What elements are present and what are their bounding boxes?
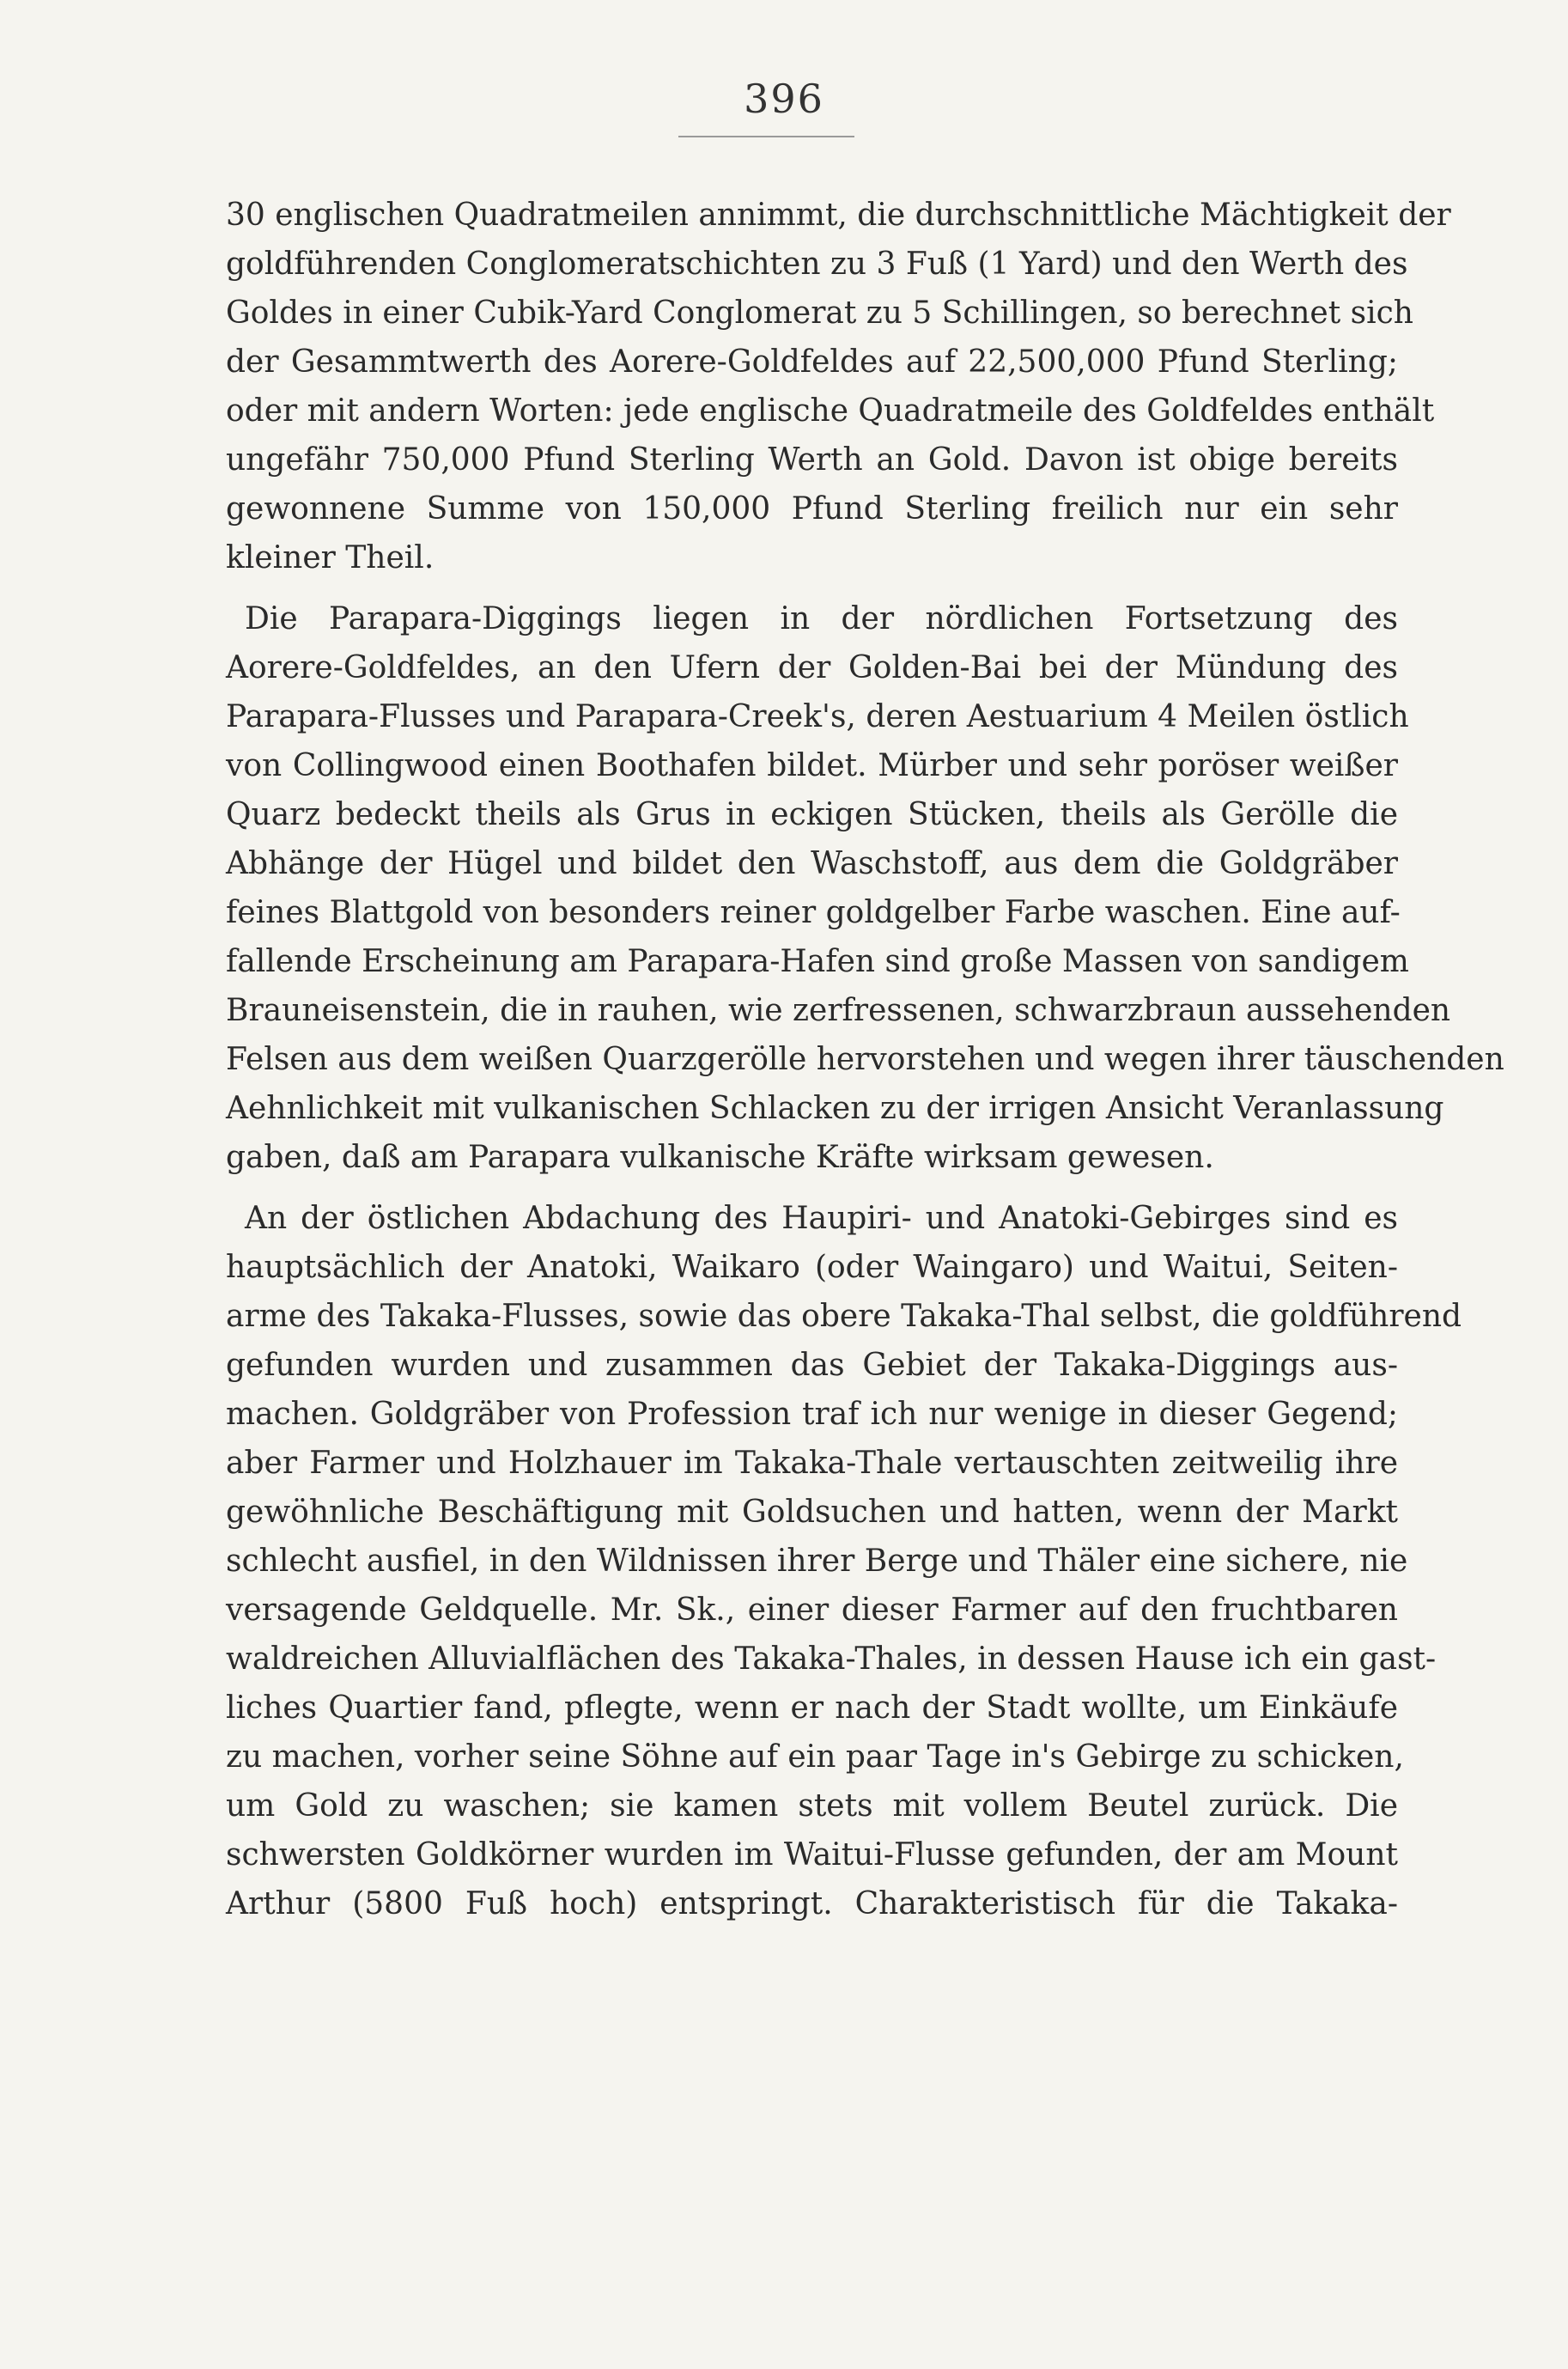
text-line: 30 englischen Quadratmeilen annimmt, die durchschnittliche Mächtigkeit der bbox=[226, 198, 1451, 233]
page-number: 396 bbox=[744, 76, 824, 122]
text-line: von Collingwood einen Boothafen bildet. Mürber und sehr poröser weißer bbox=[226, 748, 1398, 783]
text-line: versagende Geldquelle. Mr. Sk., einer dieser Farmer auf den fruchtbaren bbox=[226, 1593, 1398, 1628]
text-line: goldführenden Conglomeratschichten zu 3 Fuß (1 Yard) und den Werth des bbox=[226, 247, 1408, 282]
text-line: Quarz bedeckt theils als Grus in eckigen Stücken, theils als Gerölle die bbox=[226, 797, 1398, 832]
text-line: Aehnlichkeit mit vulkanischen Schlacken zu der irrigen Ansicht Veranlassung bbox=[226, 1091, 1444, 1126]
text-line: gaben, daß am Parapara vulkanische Kräfte wirksam gewesen. bbox=[226, 1140, 1214, 1175]
text-line: Brauneisenstein, die in rauhen, wie zerfressenen, schwarzbraun aussehenden bbox=[226, 993, 1451, 1028]
text-line: An der östlichen Abdachung des Haupiri- und Anatoki-Gebirges sind es bbox=[245, 1201, 1398, 1236]
text-line: arme des Takaka-Flusses, sowie das obere Takaka-Thal selbst, die goldführend bbox=[226, 1299, 1462, 1334]
text-line: Aorere-Goldfeldes, an den Ufern der Golden-Bai bei der Mündung des bbox=[226, 650, 1398, 685]
text-line: Abhänge der Hügel und bildet den Waschstoff, aus dem die Goldgräber bbox=[226, 846, 1398, 881]
text-line: oder mit andern Worten: jede englische Quadratmeile des Goldfeldes enthält bbox=[226, 393, 1435, 429]
text-line: Die Parapara-Diggings liegen in der nördlichen Fortsetzung des bbox=[245, 601, 1398, 636]
text-line: gewöhnliche Beschäftigung mit Goldsuchen und hatten, wenn der Markt bbox=[226, 1495, 1398, 1530]
text-line: um Gold zu waschen; sie kamen stets mit vollem Beutel zurück. Die bbox=[226, 1788, 1398, 1824]
text-line: Felsen aus dem weißen Quarzgerölle hervorstehen und wegen ihrer täuschenden bbox=[226, 1042, 1504, 1077]
text-line: liches Quartier fand, pflegte, wenn er nach der Stadt wollte, um Einkäufe bbox=[226, 1690, 1398, 1726]
text-line: Goldes in einer Cubik-Yard Conglomerat zu 5 Schillingen, so berechnet sich bbox=[226, 295, 1413, 331]
text-line: schwersten Goldkörner wurden im Waitui-Flusse gefunden, der am Mount bbox=[226, 1837, 1398, 1873]
text-line: der Gesammtwerth des Aorere-Goldfeldes auf 22,500,000 Pfund Sterling; bbox=[226, 344, 1398, 380]
header-rule bbox=[678, 136, 854, 137]
text-line: fallende Erscheinung am Parapara-Hafen sind große Massen von sandigem bbox=[226, 944, 1409, 979]
text-line: waldreichen Alluvialflächen des Takaka-Thales, in dessen Hause ich ein gast- bbox=[226, 1641, 1437, 1677]
text-line: gewonnene Summe von 150,000 Pfund Sterling freilich nur ein sehr bbox=[226, 491, 1398, 527]
text-line: gefunden wurden und zusammen das Gebiet der Takaka-Diggings aus- bbox=[226, 1348, 1398, 1383]
text-line: zu machen, vorher seine Söhne auf ein paar Tage in's Gebirge zu schicken, bbox=[226, 1739, 1404, 1775]
text-line: ungefähr 750,000 Pfund Sterling Werth an Gold. Davon ist obige bereits bbox=[226, 442, 1398, 478]
text-line: feines Blattgold von besonders reiner goldgelber Farbe waschen. Eine auf- bbox=[226, 895, 1401, 930]
text-line: aber Farmer und Holzhauer im Takaka-Thale vertauschten zeitweilig ihre bbox=[226, 1446, 1398, 1481]
text-line: kleiner Theil. bbox=[226, 540, 435, 576]
text-line: Arthur (5800 Fuß hoch) entspringt. Charakteristisch für die Takaka- bbox=[226, 1886, 1398, 1921]
text-line: schlecht ausfiel, in den Wildnissen ihrer Berge und Thäler eine sichere, nie bbox=[226, 1544, 1408, 1579]
text-line: machen. Goldgräber von Profession traf ich nur wenige in dieser Gegend; bbox=[226, 1397, 1398, 1432]
text-line: Parapara-Flusses und Parapara-Creek's, deren Aestuarium 4 Meilen östlich bbox=[226, 699, 1409, 734]
text-line: hauptsächlich der Anatoki, Waikaro (oder Waingaro) und Waitui, Seiten- bbox=[226, 1250, 1398, 1285]
